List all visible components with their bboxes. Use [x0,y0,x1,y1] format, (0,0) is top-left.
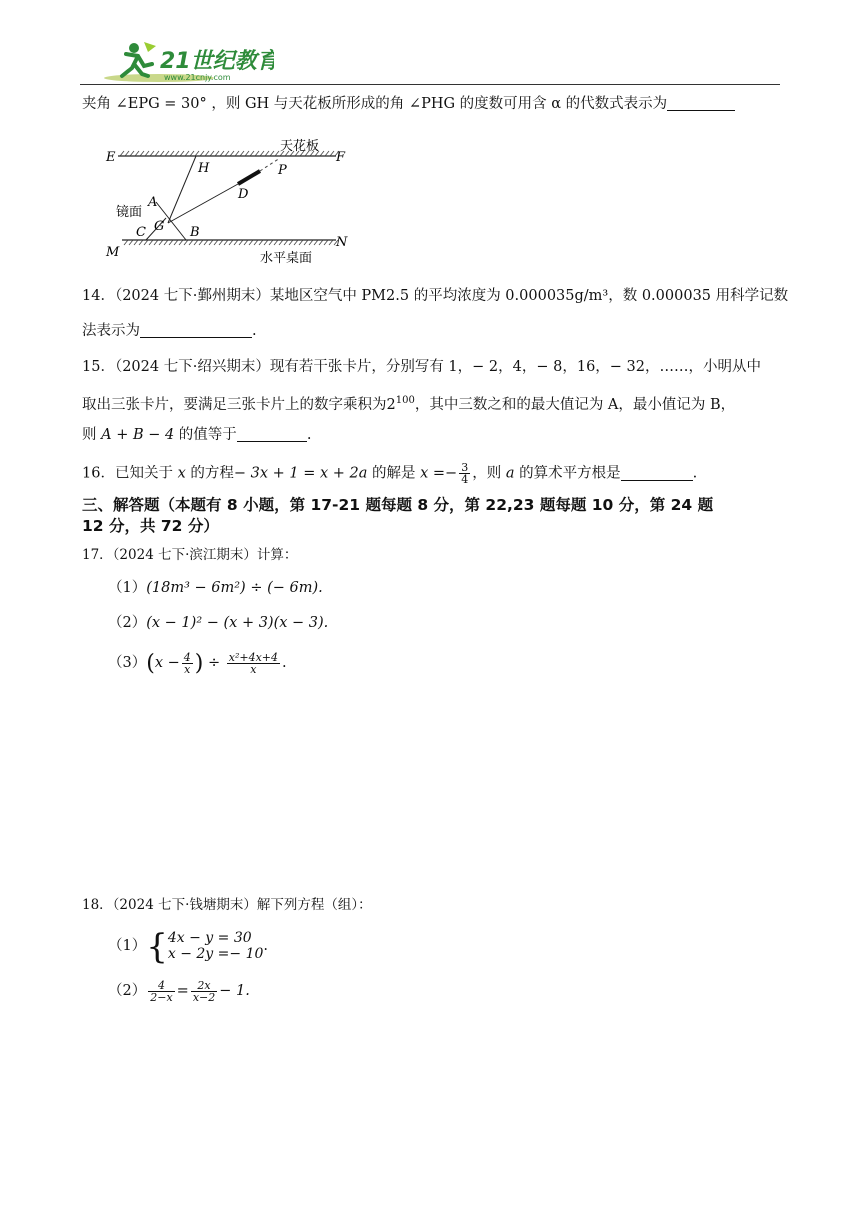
q16-text-a: 16．已知关于 [82,465,178,482]
q17-p3-f1-num: 4 [183,650,191,664]
label-N: N [336,235,348,250]
q17-p3-frac2 [227,652,280,675]
q15-text-d: 的值等于 [174,427,237,443]
q16-frac-den: 4 [461,473,469,486]
q17-part3: （3）(x − $\frac{4}{x}$ ) ÷ $\frac{\text{x²+4x+4}}{x}$ . [108,650,287,676]
q14-line2: 法表示为 . [82,323,257,339]
q18-p2-f2-den: x−2 [192,990,216,1004]
q13-line [82,94,735,114]
header-rule [80,84,780,85]
q17-p2-expr: (x − 1)² − (x + 3)(x − 3). [146,615,329,631]
label-F: F [336,150,346,165]
q16-text-d: ，则 [472,465,506,482]
q16-frac-num: 3 [461,461,469,474]
logo-url-text: www.21cnjy.com [164,73,231,82]
q17-p3-f2-num: x²+4x+4 [228,650,278,664]
q18-p2-frac1 [148,980,174,1003]
q17-p3-f1-den: x [184,662,191,676]
q17-p3-x: x − [154,655,180,671]
q17-part1 [108,578,323,598]
q17-p3-f2-den: x [250,662,257,676]
q18-p1-end: . [263,938,269,954]
label-D: D [238,187,249,202]
label-desk: 水平桌面 [260,251,313,266]
q15-text-b: ，其中三数之和的最大值记为 A，最小值记为 B， [414,396,736,413]
q18-part2 [108,978,250,1004]
q18-p2-f1-den: 2−x [150,990,173,1004]
q18-p1-system [168,930,264,962]
q15-expression: A + B − 4 [101,427,175,443]
label-H: H [198,161,210,176]
section3-heading-line1: 三、解答题（本题有 8 小题，第 17-21 题每题 8 分，第 22,23 题每题 10 分，第 24 题 [82,496,714,514]
q18-p2-frac2 [191,980,217,1003]
geometry-diagram [100,134,360,268]
q18-p2-end: − 1. [219,983,250,999]
section3-heading-line2: 12 分，共 72 分） [82,517,219,535]
q17-p3-end: . [281,655,287,671]
q15-line3: 则 A + B − 4 的值等于 . [82,427,312,443]
q13-text: 夹角 ∠EPG = 30° ，则 GH 与天花板所形成的角 ∠PHG 的度数可用含 α 的代数式表示为 [82,96,668,112]
q16-answer-blank [621,466,693,481]
q15-line2 [82,391,735,415]
q16-var-x: x [177,465,186,482]
label-G: G [154,219,165,234]
q16-text-c: 的解是 [367,465,421,482]
q15-text-a: 取出三张卡片，要满足三张卡片上的数字乘积为 [82,396,387,413]
q16-fraction [459,462,470,485]
q18-p2-f1-num: 4 [148,980,174,992]
q17-part2 [108,613,328,633]
label-E: E [106,150,116,165]
brace-icon: { [146,927,168,967]
q15-line1: 15．（2024 七下·绍兴期末）现有若干张卡片，分别写有 1，− 2，4，− 8，16，− 32，……，小明从中 [82,359,762,375]
q18-p2-label: （2） [108,983,147,999]
runner-logo-icon [104,40,274,84]
q18-title: 18．（2024 七下·钱塘期末）解下列方程（组）： [82,897,372,913]
q14-text: 法表示为 [82,323,140,339]
q18-p2-f2-num: 2x [191,980,217,992]
q15-text-c: 则 [82,427,102,443]
q13-answer-blank [667,96,735,111]
q15-power-base: 2 [386,396,396,413]
q18-p1-label: （1） [108,938,147,954]
q17-title: 17．（2024 七下·滨江期末）计算： [82,547,298,563]
label-A: A [148,195,158,210]
q18-p2-eq: = [176,983,189,999]
q17-p3-label: （3） [108,655,147,671]
label-C: C [136,225,146,240]
q17-p1-label: （1） [108,580,147,596]
q16-line: 16．已知关于 x 的方程− 3x + 1 = x + 2a 的解是 x =− $\frac{3}{4}$ ，则 a 的算术平方根是 . [82,461,698,486]
label-ceiling: 天花板 [280,139,320,154]
label-P: P [278,163,287,178]
q17-p1-expr: (18m³ − 6m²) ÷ (− 6m). [146,580,323,596]
label-M: M [106,245,120,260]
q16-solution-lhs: x =− [420,465,458,482]
q16-text-e: 的算术平方根是 [514,465,621,482]
mirror-figure [100,134,360,268]
q17-p3-frac1 [182,652,193,675]
q17-p2-label: （2） [108,615,147,631]
logo-text: 21世纪教育 [160,49,274,74]
q15-power-exp: 100 [395,395,415,406]
q16-equation: − 3x + 1 = x + 2a [233,465,368,482]
q16-text-b: 的方程 [185,465,234,482]
q18-p1-eq2: x − 2y =− 10 [167,946,264,962]
q18-p1-eq1: 4x − y = 30 [167,930,252,946]
label-mirror: 镜面 [116,205,143,220]
site-logo [104,40,274,84]
q14-answer-blank [140,323,252,338]
q17-p3-div: ÷ [207,655,221,671]
q15-answer-blank [237,427,307,442]
label-B: B [190,225,200,240]
q16-var-a: a [505,465,515,482]
q18-part1 [108,927,269,967]
q14-line1: 14．（2024 七下·鄞州期末）某地区空气中 PM2.5 的平均浓度为 0.000035g/m³，数 0.000035 用科学记数 [82,288,789,304]
